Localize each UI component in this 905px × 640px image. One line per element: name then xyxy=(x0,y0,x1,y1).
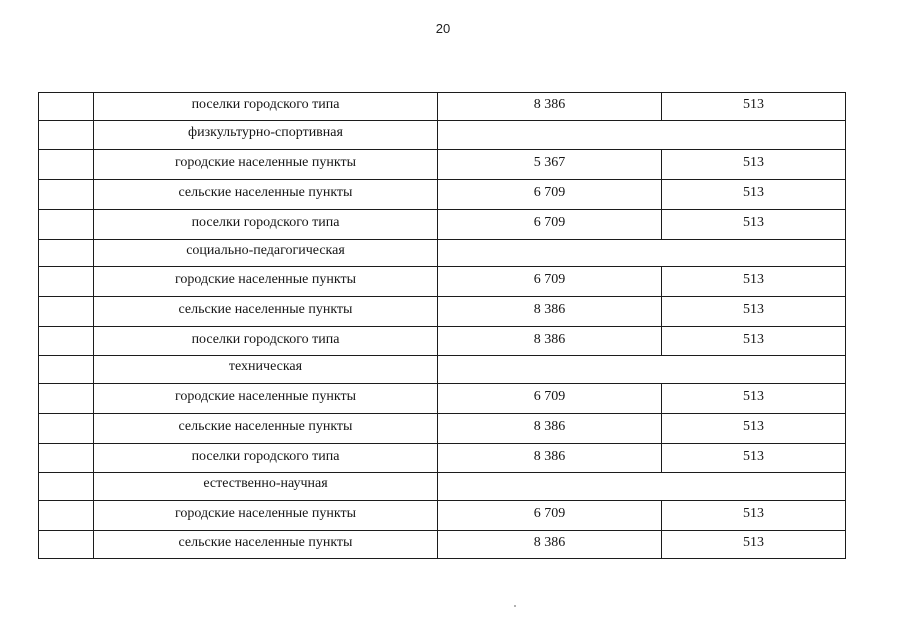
section-row xyxy=(39,121,846,150)
section-row xyxy=(39,473,846,501)
scan-speck xyxy=(514,605,516,607)
index-cell xyxy=(39,150,94,180)
second-value-cell: 513 xyxy=(662,180,846,210)
table-row xyxy=(39,150,846,180)
table-row xyxy=(39,210,846,240)
index-cell xyxy=(39,297,94,327)
settlement-type-cell: городские населенные пункты xyxy=(94,384,438,414)
section-row xyxy=(39,356,846,384)
section-title: социально-педагогическая xyxy=(94,240,438,267)
settlement-type-cell: сельские населенные пункты xyxy=(94,414,438,444)
value-cell: 6 709 xyxy=(438,180,662,210)
second-value-cell: 513 xyxy=(662,93,846,121)
index-cell xyxy=(39,414,94,444)
table-row xyxy=(39,180,846,210)
index-cell xyxy=(39,327,94,356)
value-cell: 8 386 xyxy=(438,531,662,559)
table-row xyxy=(39,384,846,414)
table-row xyxy=(39,531,846,559)
table-row xyxy=(39,414,846,444)
index-cell xyxy=(39,356,94,384)
settlement-type-cell: поселки городского типа xyxy=(94,93,438,121)
section-empty-cell xyxy=(438,240,846,267)
value-cell: 8 386 xyxy=(438,297,662,327)
value-cell: 6 709 xyxy=(438,210,662,240)
settlement-type-cell: городские населенные пункты xyxy=(94,267,438,297)
value-cell: 8 386 xyxy=(438,444,662,473)
table-row xyxy=(39,267,846,297)
second-value-cell: 513 xyxy=(662,384,846,414)
index-cell xyxy=(39,240,94,267)
settlement-type-cell: сельские населенные пункты xyxy=(94,297,438,327)
section-title: естественно-научная xyxy=(94,473,438,501)
section-empty-cell xyxy=(438,473,846,501)
settlement-type-cell: поселки городского типа xyxy=(94,444,438,473)
second-value-cell: 513 xyxy=(662,267,846,297)
value-cell: 5 367 xyxy=(438,150,662,180)
second-value-cell: 513 xyxy=(662,501,846,531)
second-value-cell: 513 xyxy=(662,150,846,180)
section-row xyxy=(39,240,846,267)
settlement-type-cell: городские населенные пункты xyxy=(94,501,438,531)
second-value-cell: 513 xyxy=(662,444,846,473)
index-cell xyxy=(39,180,94,210)
index-cell xyxy=(39,93,94,121)
value-cell: 8 386 xyxy=(438,93,662,121)
table-row xyxy=(39,297,846,327)
value-cell: 6 709 xyxy=(438,501,662,531)
index-cell xyxy=(39,267,94,297)
section-empty-cell xyxy=(438,356,846,384)
index-cell xyxy=(39,121,94,150)
table-row xyxy=(39,93,846,121)
settlement-type-cell: поселки городского типа xyxy=(94,210,438,240)
value-cell: 6 709 xyxy=(438,384,662,414)
settlement-type-cell: сельские населенные пункты xyxy=(94,180,438,210)
value-cell: 6 709 xyxy=(438,267,662,297)
index-cell xyxy=(39,501,94,531)
section-title: техническая xyxy=(94,356,438,384)
second-value-cell: 513 xyxy=(662,531,846,559)
second-value-cell: 513 xyxy=(662,327,846,356)
index-cell xyxy=(39,473,94,501)
index-cell xyxy=(39,384,94,414)
index-cell xyxy=(39,531,94,559)
index-cell xyxy=(39,210,94,240)
settlement-type-cell: городские населенные пункты xyxy=(94,150,438,180)
index-cell xyxy=(39,444,94,473)
second-value-cell: 513 xyxy=(662,414,846,444)
section-title: физкультурно-спортивная xyxy=(94,121,438,150)
funding-table xyxy=(38,92,846,559)
page-number: 20 xyxy=(435,21,451,36)
settlement-type-cell: поселки городского типа xyxy=(94,327,438,356)
second-value-cell: 513 xyxy=(662,297,846,327)
value-cell: 8 386 xyxy=(438,327,662,356)
table-row xyxy=(39,444,846,473)
value-cell: 8 386 xyxy=(438,414,662,444)
second-value-cell: 513 xyxy=(662,210,846,240)
table-row xyxy=(39,501,846,531)
section-empty-cell xyxy=(438,121,846,150)
table-row xyxy=(39,327,846,356)
settlement-type-cell: сельские населенные пункты xyxy=(94,531,438,559)
